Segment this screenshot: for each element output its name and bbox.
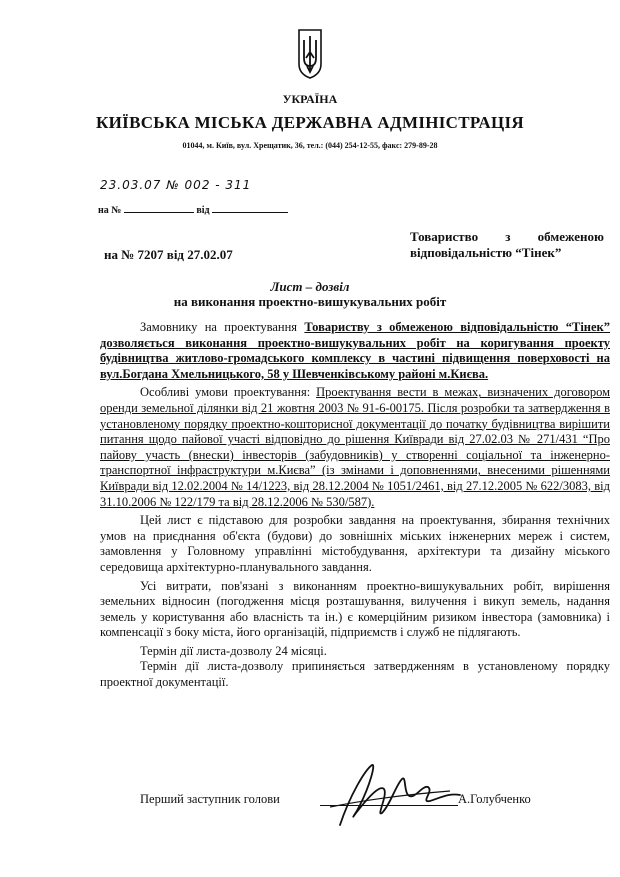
country-heading: УКРАЇНА [282,92,338,106]
reference-line [98,203,288,216]
ref-prefix: на № [98,205,122,216]
recipient-line2: відповідальністю “Тінек” [410,245,562,260]
recipient-block [410,229,604,261]
paragraph-special-conditions: Особливі умови проектування: Проектування вести в межах, визначених договором оренди земельної ділянки від 21 жовтня 2003 № 91-6-00175. Після розробки та затвердження в установленому порядку проектно-кошторисної документації до початку будівництва вирішити питання щодо пайової участі відповідно до рішення Київради від 27.02.03 № 271/431 “Про пайову участь (внески) інвесторів (забудовників) у створенні соціальної та інженерно-транспортної інфраструктури м.Києва” (із змінами і доповненнями, внесеними рішеннями Київради від 12.02.2004 № 14/1223, від 28.12.2004 № 1051/2461, від 27.12.2005 № 622/3083, від 31.10.2006 № 122/179 та від 28.12.2006 № 530/587). [100,385,610,509]
paragraph-basis: Цей лист є підставою для розробки завдання на проектування, збирання технічних умов на приєднання об'єкта (будови) до зовнішніх міських інженерних мереж і систем, замовлення у Головному управлінні містобудування, архітектури та дизайну міського середовища архітектурно-планувального завдання. [100,513,610,574]
recipient-word: обмеженою [537,229,604,244]
handwritten-signature-icon [310,755,470,835]
recipient-word: з [505,229,511,244]
address-line: 01044, м. Київ, вул. Хрещатик, 36, тел.: (044) 254-12-55, факс: 279-89-28 [182,141,438,150]
document-title: Лист – дозвіл [270,279,350,294]
trident-coat-of-arms-icon [297,28,323,80]
ref-date-blank [212,203,288,213]
ref-number-blank [124,203,194,213]
administration-heading: КИЇВСЬКА МІСЬКА ДЕРЖАВНА АДМІНІСТРАЦІЯ [96,113,524,132]
document-subtitle: на виконання проектно-вишукувальних робіт [173,294,447,309]
recipient-word: Товариство [410,229,479,244]
signer-name: А.Голубченко [458,792,531,806]
paragraph-permission: Замовнику на проектування Товариству з обмеженою відповідальністю “Тінек” дозволяється виконання проектно-вишукувальних робіт на коригування проекту будівництва житлово-громадського комплексу в частині підвищення поверховості на вул.Богдана Хмельницького, 58 у Шевченківському районі м.Києва. [100,320,610,381]
paragraph-termination: Термін дії листа-дозволу припиняється затвердженням в установленому порядку проектної документації. [100,659,610,690]
ref-from: від [196,205,210,216]
letter-body [100,320,610,691]
paragraph-expenses: Усі витрати, пов'язані з виконанням проектно-вишукувальних робіт, вирішення земельних відносин (погодження місця розташування, вилучення і викуп земель, надання земель у користування або власність та ін.) є комерційним ризиком інвестора (замовника) і компенсації з боку міста, його організацій, підприємств і служб не підлягають. [100,578,610,640]
incoming-reference: на № 7207 від 27.02.07 [104,247,233,262]
handwritten-date-number: 23.03.07 № 002 - 311 [100,178,252,192]
signer-position: Перший заступник голови [140,792,280,806]
paragraph-validity: Термін дії листа-дозволу 24 місяці. [140,643,327,658]
